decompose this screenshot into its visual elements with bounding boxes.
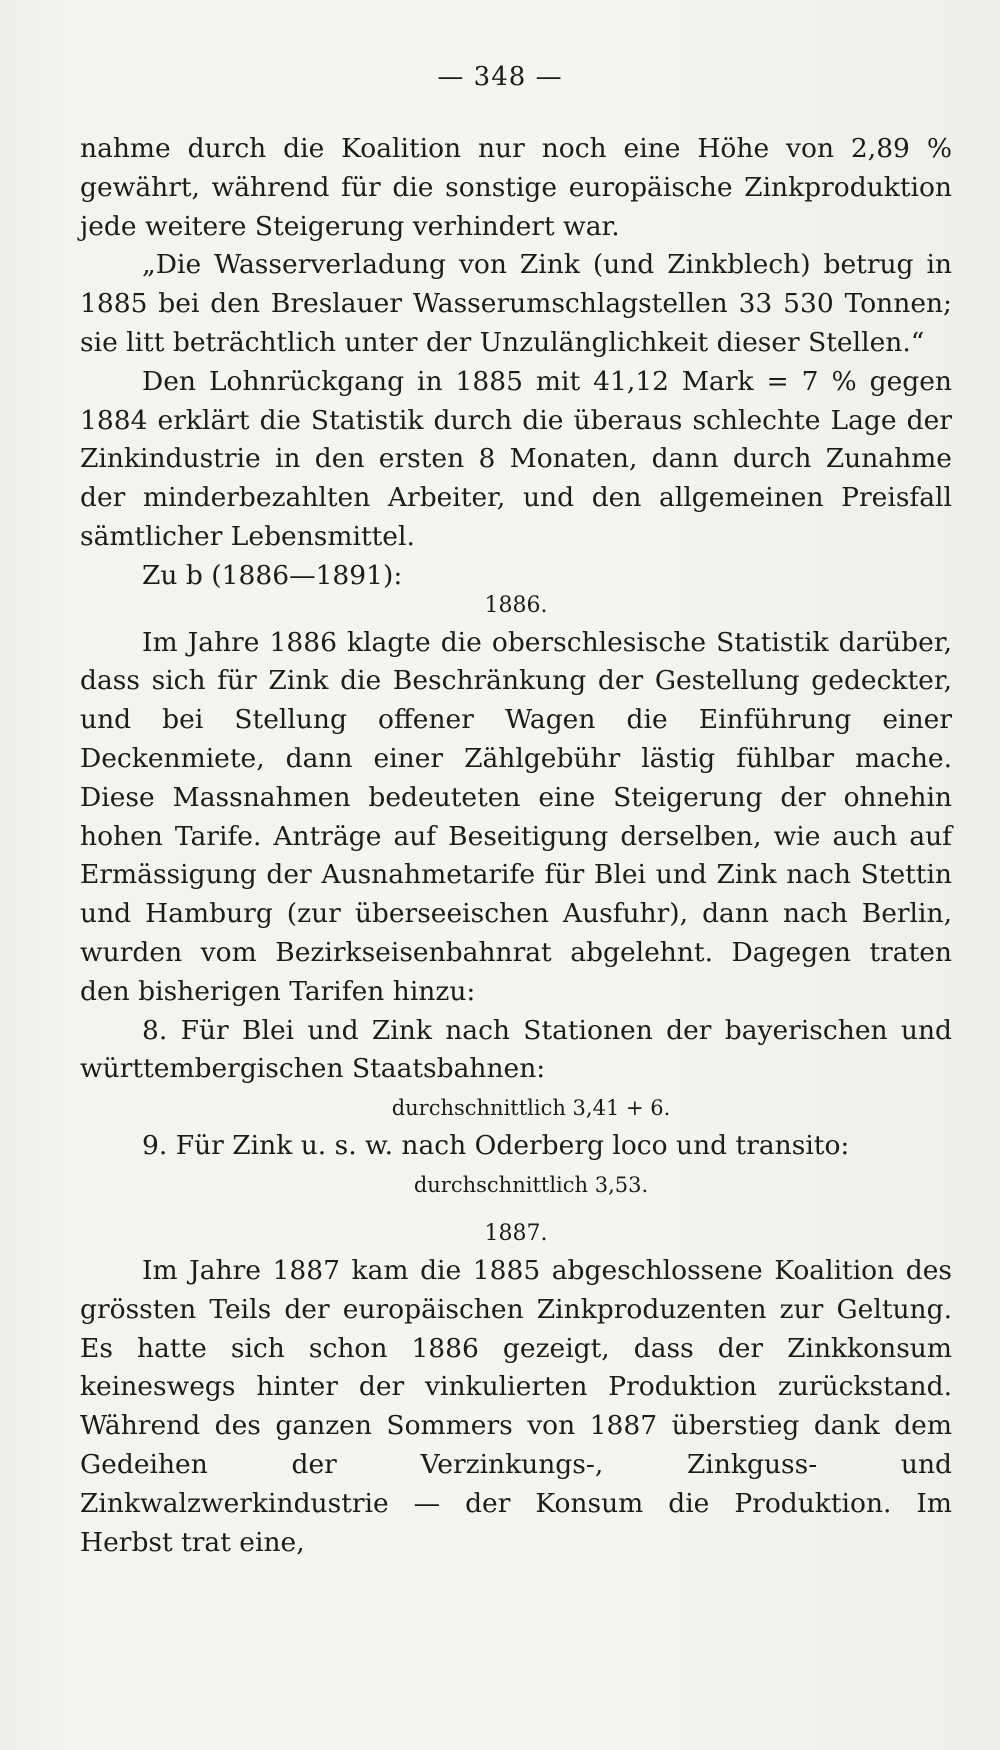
section-zu-b: Zu b (1886—1891): bbox=[142, 559, 403, 591]
paragraph-3: Den Lohnrückgang in 1885 mit 41,12 Mark = 7 % gegen 1884 erklärt die Statistik durch die überaus schlechte Lage der Zinkindustrie in den ersten 8 Monaten, dann durch Zunahme der minderbezahlten Arbeiter, und den allgemeinen Preisfall sämtlicher Lebensmittel. bbox=[80, 365, 952, 552]
paragraph-5: Im Jahre 1887 kam die 1885 abgeschlossene Koalition des grössten Teils der europäischen Zinkproduzenten zur Geltung. Es hatte sich schon 1886 gezeigt, dass der Zinkkonsum keineswegs hinter der vinkulierten Produktion zurückstand. Während des ganzen Sommers von 1887 überstieg dank dem Gedeihen der Verzinkungs-, Zinkguss- und Zinkwalzwerkindustrie — der Konsum die Produktion. Im Herbst trat eine, bbox=[80, 1254, 952, 1558]
list-item-9: 9. Für Zink u. s. w. nach Oderberg loco und transito: bbox=[142, 1130, 850, 1162]
list-item-8: 8. Für Blei und Zink nach Stationen der bayerischen und württembergischen Staatsbahnen: bbox=[80, 1014, 952, 1085]
item-9-value: durchschnittlich 3,53. bbox=[413, 1172, 649, 1197]
paragraph-1: nahme durch die Koalition nur noch eine Höhe von 2,89 % gewährt, während für die sonstige europäische Zinkproduktion jede weitere Steigerung verhindert war. bbox=[80, 133, 952, 242]
paragraph-2-quote: „Die Wasserverladung von Zink (und Zinkblech) betrug in 1885 bei den Breslauer Wasserumschlagstellen 33 530 Tonnen; sie litt beträchtlich unter der Unzulänglichkeit dieser Stellen.“ bbox=[80, 249, 952, 358]
page-number: — 348 — bbox=[437, 62, 563, 92]
item-8-value: durchschnittlich 3,41 + 6. bbox=[391, 1096, 671, 1121]
page-text bbox=[80, 130, 952, 1562]
spacer bbox=[80, 1204, 952, 1216]
paragraph-4: Im Jahre 1886 klagte die oberschlesische Statistik darüber, dass sich für Zink die Beschränkung der Gestellung gedeckter, und bei Stellung offener Wagen die Einführung einer Deckenmiete, dann einer Zählgebühr lästig fühlbar mache. Diese Massnahmen bedeuteten eine Steigerung der ohnehin hohen Tarife. Anträge auf Beseitigung derselben, wie auch auf Ermässigung der Ausnahmetarife für Blei und Zink nach Stettin und Hamburg (zur überseeischen Ausfuhr), dann nach Berlin, wurden vom Bezirkseisenbahnrat abgelehnt. Dagegen traten den bisherigen Tarifen hinzu: bbox=[80, 626, 952, 1007]
heading-1886: 1886. bbox=[484, 592, 548, 618]
heading-1887: 1887. bbox=[484, 1220, 548, 1246]
